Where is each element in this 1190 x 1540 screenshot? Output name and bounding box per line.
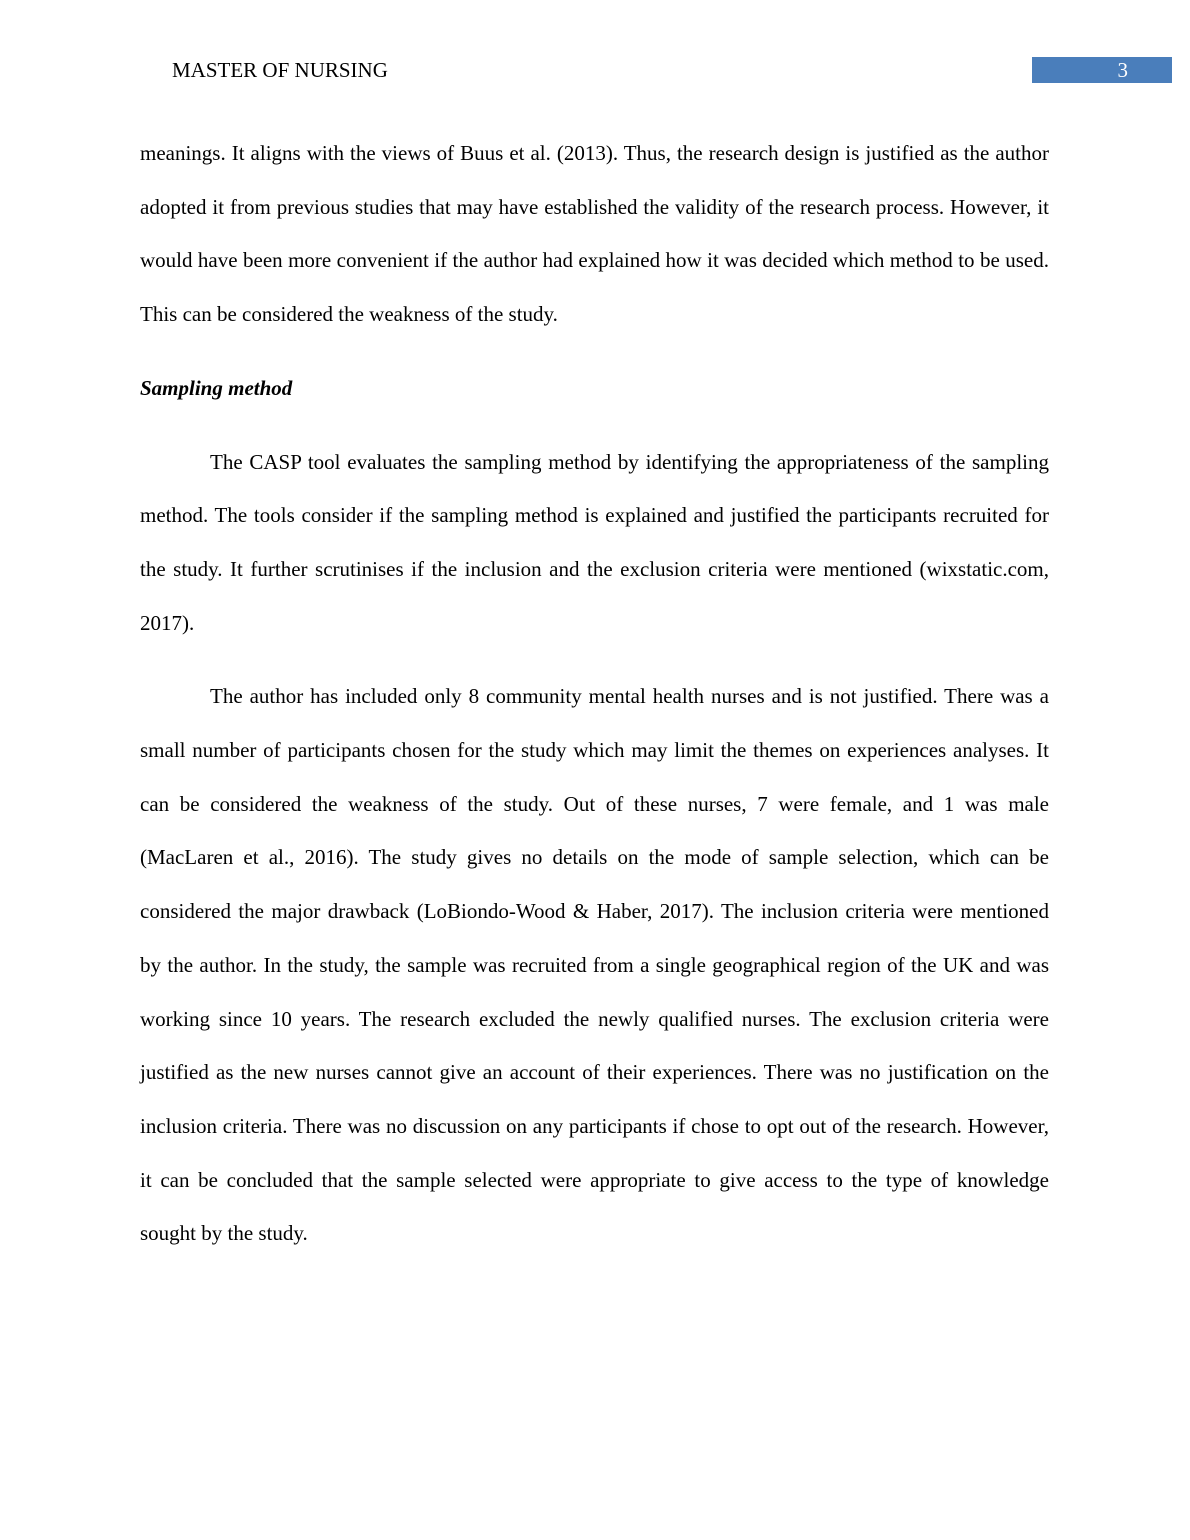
paragraph-spacer xyxy=(140,650,1049,670)
document-body xyxy=(140,127,1049,1261)
intro-paragraph: meanings. It aligns with the views of Buus et al. (2013). Thus, the research design is justified as the author adopted it from previous studies that may have established the validity of the research process. However, it would have been more convenient if the author had explained how it was decided which method to be used. This can be considered the weakness of the study. xyxy=(140,141,1049,327)
body-paragraph-2: The author has included only 8 community mental health nurses and is not justified. There was a small number of participants chosen for the study which may limit the themes on experiences analyses. It can be considered the weakness of the study. Out of these nurses, 7 were female, and 1 was male (MacLaren et al., 2016). The study gives no details on the mode of sample selection, which can be considered the major drawback (LoBiondo-Wood & Haber, 2017). The inclusion criteria were mentioned by the author. In the study, the sample was recruited from a single geographical region of the UK and was working since 10 years. The research excluded the newly qualified nurses. The exclusion criteria were justified as the new nurses cannot give an account of their experiences. There was no justification on the inclusion criteria. There was no discussion on any participants if chose to opt out of the research. However, it can be concluded that the sample selected were appropriate to give access to the type of knowledge sought by the study. xyxy=(140,684,1049,1246)
section-heading: Sampling method xyxy=(140,375,293,400)
body-paragraph-1: The CASP tool evaluates the sampling method by identifying the appropriateness of the sampling method. The tools consider if the sampling method is explained and justified the participants recruited for the study. It further scrutinises if the inclusion and the exclusion criteria were mentioned (wixstatic.com, 2017). xyxy=(140,449,1049,635)
running-header-title: MASTER OF NURSING xyxy=(172,58,388,82)
page-number: 3 xyxy=(1032,57,1172,83)
